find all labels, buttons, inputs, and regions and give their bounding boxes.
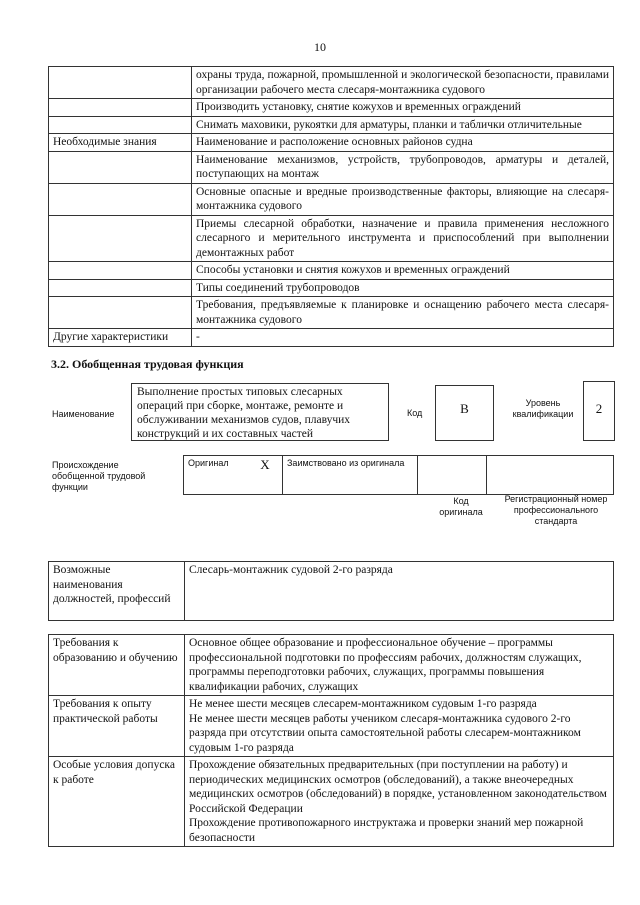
table-row: [49, 696, 614, 757]
borrowed-label: Заимствовано из оригинала: [283, 456, 418, 495]
positions-label: Возможные наименования должностей, профессий: [49, 562, 185, 621]
reg-number-cell: [487, 456, 614, 495]
row-text: Производить установку, снятие кожухов и временных ограждений: [192, 99, 614, 117]
row-label: [49, 99, 192, 117]
row-text: Наименование механизмов, устройств, трубопроводов, арматуры и деталей, поступающих на монтаж: [192, 151, 614, 183]
row-label: [49, 116, 192, 134]
table-row: [49, 67, 614, 99]
row-label: [49, 262, 192, 280]
row-label: [49, 215, 192, 262]
name-label: Наименование: [52, 409, 115, 419]
row-label: Другие характеристики: [49, 329, 192, 347]
level-value: 2: [583, 381, 615, 441]
table-row: [49, 329, 614, 347]
level-label: Уровень квалификации: [512, 398, 574, 419]
row-label: Необходимые знания: [49, 134, 192, 152]
requirement-text: [185, 696, 614, 757]
table-row: [49, 99, 614, 117]
table-row: [49, 635, 614, 696]
row-text: Основные опасные и вредные производственные факторы, влияющие на слесаря-монтажника судового: [192, 183, 614, 215]
table-row: [49, 562, 614, 621]
positions-table: [48, 561, 614, 621]
table-row: [49, 116, 614, 134]
row-label: [49, 297, 192, 329]
row-text: -: [192, 329, 614, 347]
reg-caption: Регистрационный номер профессионального стандарта: [504, 494, 608, 526]
original-mark: X: [248, 456, 283, 495]
table-row: [49, 183, 614, 215]
function-name: Выполнение простых типовых слесарных операций при сборке, монтаже, ремонте и обслуживании механизмов судов, плавучих конструкций и их составных частей: [131, 383, 389, 441]
table-row: [49, 134, 614, 152]
row-text: охраны труда, пожарной, промышленной и экологической безопасности, правилами организации рабочего места слесаря-монтажника судового: [192, 67, 614, 99]
original-label: Оригинал: [184, 456, 249, 495]
requirement-text: [185, 635, 614, 696]
requirement-line: Не менее шести месяцев слесарем-монтажником судовым 1-го разряда: [189, 698, 537, 710]
row-text: Приемы слесарной обработки, назначение и правила применения несложного слесарного и мерительного инструмента и приспособлений при выполнении демонтажных работ: [192, 215, 614, 262]
table-row: [49, 297, 614, 329]
row-label: [49, 183, 192, 215]
row-text: Типы соединений трубопроводов: [192, 279, 614, 297]
row-label: [49, 279, 192, 297]
code-value: B: [435, 385, 494, 441]
requirement-label: Требования к опыту практической работы: [49, 696, 185, 757]
section-title: 3.2. Обобщенная трудовая функция: [51, 357, 244, 371]
requirement-label: Требования к образованию и обучению: [49, 635, 185, 696]
requirement-line: Основное общее образование и профессиональное обучение – программы профессиональной подготовки по профессиям рабочих, должностям служащих, программы переподготовки рабочих, служащих, программы повышения квалификации рабочих, служащих: [189, 637, 582, 693]
row-label: [49, 151, 192, 183]
table-row: [49, 262, 614, 280]
positions-value: Слесарь-монтажник судовой 2-го разряда: [185, 562, 614, 621]
requirement-line: Прохождение обязательных предварительных (при поступлении на работу) и периодических медицинских осмотров (обследований), а также внеочередных медицинских осмотров (обследований) в порядке, установленном законодательством Российской Федерации: [189, 759, 607, 815]
requirement-text: [185, 757, 614, 847]
requirement-line: Не менее шести месяцев работы учеником слесаря-монтажника судового 2-го разряда при отсутствии опыта самостоятельной работы слесарем-монтажником судовым 1-го разряда: [189, 712, 581, 754]
code-label: Код: [407, 408, 423, 418]
origin-table: [183, 455, 614, 495]
code-caption: Код оригинала: [439, 496, 483, 517]
requirement-line: Прохождение противопожарного инструктажа и проверки знаний мер пожарной безопасности: [189, 817, 584, 844]
requirements-table: [48, 634, 614, 847]
row-text: Наименование и расположение основных районов судна: [192, 134, 614, 152]
row-text: Способы установки и снятия кожухов и временных ограждений: [192, 262, 614, 280]
table-row: [49, 279, 614, 297]
row-text: Требования, предъявляемые к планировке и оснащению рабочего места слесаря-монтажника судового: [192, 297, 614, 329]
table-row: [49, 151, 614, 183]
original-code-cell: [418, 456, 487, 495]
row-label: [49, 67, 192, 99]
table-row: [49, 757, 614, 847]
table-row: [49, 215, 614, 262]
origin-label: Происхождение обобщенной трудовой функции: [52, 460, 146, 492]
row-text: Снимать маховики, рукоятки для арматуры, планки и таблички отличительные: [192, 116, 614, 134]
knowledge-table: [48, 66, 614, 347]
page-number: 10: [314, 40, 326, 54]
requirement-label: Особые условия допуска к работе: [49, 757, 185, 847]
